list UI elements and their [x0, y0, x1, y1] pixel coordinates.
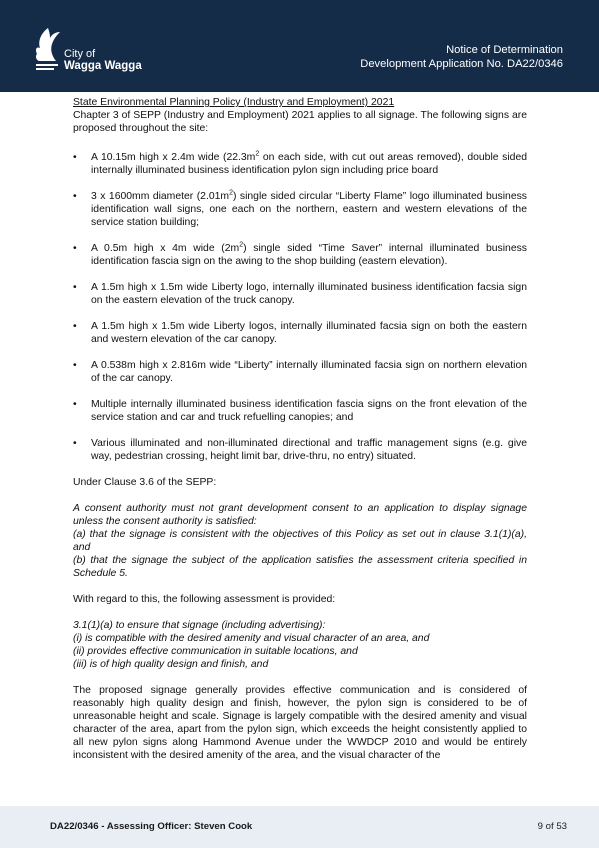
list-item-text-cont: ) single sided circular “Liberty Flame” logo illuminated business identification wall signs, one each on the northern, eastern and western elevations of the service station building; [91, 191, 527, 228]
quote-line-2: (a) that the signage is consistent with the objectives of this Policy as set out in clause 3.1(1)(a), and [73, 529, 527, 553]
logo-line1: City of [64, 48, 96, 60]
list-item [73, 398, 527, 424]
signage-list [73, 151, 527, 463]
page-footer [0, 806, 599, 848]
footer-reference: DA22/0346 - Assessing Officer: Steven Cook [50, 821, 253, 832]
wagga-swan-icon [34, 26, 62, 72]
page-header [0, 0, 599, 92]
superscript: 2 [239, 241, 244, 249]
list-item-text: A 0.538m high x 2.816m wide “Liberty” internally illuminated facsia sign on northern elevation of the car canopy. [91, 360, 527, 384]
list-item [73, 281, 527, 307]
council-logo [34, 26, 154, 76]
intro-paragraph: Chapter 3 of SEPP (Industry and Employment) 2021 applies to all signage. The following signs are proposed throughout the site: [73, 110, 527, 134]
objective-line-1: 3.1(1)(a) to ensure that signage (including advertising): [73, 620, 326, 631]
list-item-text-cont: ) single sided “Time Saver” internal illuminated business identification fascia sign on the awing to the shop building (eastern elevation). [91, 243, 527, 267]
list-item [73, 190, 527, 229]
page-number: 9 of 53 [537, 821, 567, 832]
objective-line-2: (i) is compatible with the desired amenity and visual character of an area, and [73, 633, 430, 644]
list-item-text-cont: on each side, with cut out areas removed), double sided internally illuminated business identification pylon sign including price board [91, 152, 528, 176]
superscript: 2 [229, 189, 233, 197]
page-content [73, 96, 527, 762]
document-title-line2: Development Application No. DA22/0346 [360, 58, 563, 70]
document-title-line1: Notice of Determination [446, 44, 563, 56]
logo-line2: Wagga Wagga [64, 60, 142, 72]
list-item-text: A 0.5m high x 4m wide (2m [91, 243, 240, 254]
list-item [73, 320, 527, 346]
list-item [73, 437, 527, 463]
list-item [73, 359, 527, 385]
list-item-text: 3 x 1600mm diameter (2.01m [91, 191, 230, 202]
list-item-text: A 10.15m high x 2.4m wide (22.3m [91, 152, 256, 163]
superscript: 2 [255, 150, 260, 158]
logo-text [64, 48, 142, 72]
quote-line-3: (b) that the signage the subject of the application satisfies the assessment criteria specified in Schedule 5. [73, 555, 527, 579]
list-item-text: Multiple internally illuminated business identification fascia signs on the front elevation of the service station and car and truck refuelling canopies; and [91, 399, 527, 423]
conclusion-paragraph: The proposed signage generally provides effective communication and is considered of reasonably high quality design and finish, however, the pylon sign is considered to be of unreasonable height and scale. Signage is largely compatible with the desired amenity and visual character of the area, apart from the pylon sign, which exceeds the height consistently applied to all new pylon signs along Hammond Avenue under the WWDCP 2010 and would be entirely inconsistent with the desired amenity of the area, and the visual character of the [73, 685, 527, 761]
document-title [360, 43, 563, 71]
list-item-text: Various illuminated and non-illuminated directional and traffic management signs (e.g. give way, pedestrian crossing, height limit bar, drive-thru, no entry) situated. [91, 438, 527, 462]
quote-line-1: A consent authority must not grant development consent to an application to display signage unless the consent authority is satisfied: [73, 503, 527, 527]
list-item [73, 151, 527, 177]
clause-intro: Under Clause 3.6 of the SEPP: [73, 477, 217, 488]
list-item [73, 242, 527, 268]
section-title: State Environmental Planning Policy (Industry and Employment) 2021 [73, 97, 395, 108]
assessment-intro: With regard to this, the following assessment is provided: [73, 594, 336, 605]
list-item-text: A 1.5m high x 1.5m wide Liberty logo, internally illuminated business identification facsia sign on the eastern elevation of the truck canopy. [91, 282, 527, 306]
objective-line-3: (ii) provides effective communication in suitable locations, and [73, 646, 358, 657]
list-item-text: A 1.5m high x 1.5m wide Liberty logos, internally illuminated facsia sign on both the eastern and western elevation of the car canopy. [91, 321, 527, 345]
objective-line-4: (iii) is of high quality design and finish, and [73, 659, 269, 670]
